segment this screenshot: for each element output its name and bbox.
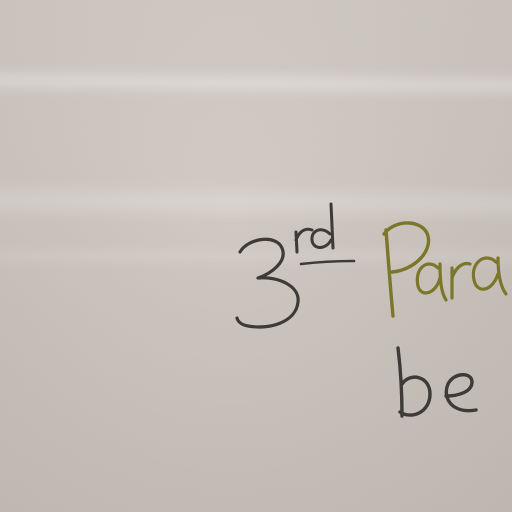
handwritten-d (312, 204, 333, 248)
handwritten-a (473, 258, 506, 294)
handwritten-word-para (384, 223, 506, 316)
ordinal-underline (301, 261, 354, 264)
handwritten-r (452, 264, 470, 298)
handwritten-digit-3 (237, 239, 298, 327)
handwritten-ordinal-3rd (237, 204, 354, 327)
handwritten-r (296, 229, 312, 252)
handwritten-e (446, 375, 476, 411)
handwritten-b (398, 348, 430, 416)
handwritten-word-be (398, 348, 476, 416)
handwritten-a (417, 264, 446, 300)
